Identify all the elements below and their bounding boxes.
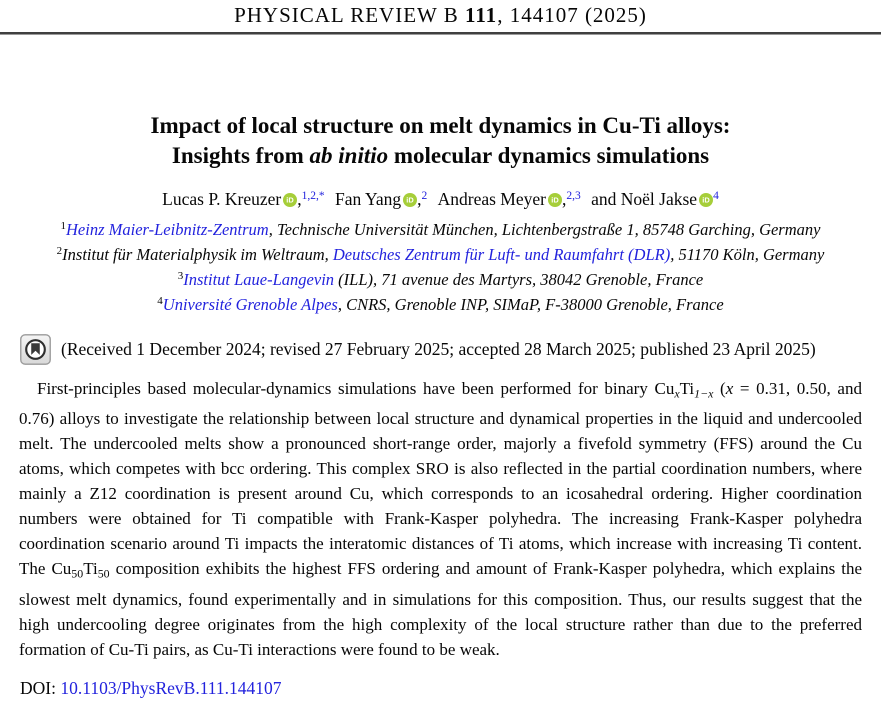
doi-label: DOI: bbox=[20, 677, 61, 698]
page-title bbox=[0, 111, 881, 171]
affiliation-text: Institut für Materialphysik im Weltraum, bbox=[62, 245, 333, 264]
affiliation-1 bbox=[0, 217, 881, 242]
affiliation-number: 4 bbox=[157, 295, 163, 307]
author-3 bbox=[438, 189, 581, 209]
affiliation-3 bbox=[0, 267, 881, 292]
orcid-icon[interactable] bbox=[283, 193, 297, 207]
author-prefix: and bbox=[591, 189, 621, 209]
author-1 bbox=[162, 189, 324, 209]
affiliation-list bbox=[0, 217, 881, 317]
author-list bbox=[0, 189, 881, 210]
affiliation-ref-link[interactable]: 2,3 bbox=[566, 190, 581, 202]
affiliation-2 bbox=[0, 242, 881, 267]
affiliation-link[interactable]: Heinz Maier-Leibnitz-Zentrum bbox=[66, 220, 269, 239]
affiliation-text: , CNRS, Grenoble INP, SIMaP, F-38000 Grenoble, France bbox=[337, 295, 724, 314]
journal-name: PHYSICAL REVIEW B bbox=[234, 3, 465, 27]
title-line-2: Insights from ab initio molecular dynamics simulations bbox=[171, 143, 710, 168]
affiliation-ref-link[interactable]: 2 bbox=[421, 190, 428, 202]
journal-issue-info: , 144107 (2025) bbox=[497, 3, 647, 27]
author-separator: , bbox=[561, 189, 567, 209]
orcid-icon[interactable] bbox=[548, 193, 562, 207]
author-2 bbox=[335, 189, 427, 209]
received-dates-text: (Received 1 December 2024; revised 27 February 2025; accepted 28 March 2025; published 23 April 2025) bbox=[61, 339, 816, 359]
affiliation-number: 1 bbox=[60, 220, 67, 232]
svg-text:iD: iD bbox=[286, 195, 294, 205]
svg-text:iD: iD bbox=[551, 195, 559, 205]
author-separator: , bbox=[297, 189, 302, 209]
check-for-updates-icon[interactable] bbox=[20, 334, 51, 365]
dates-row bbox=[0, 334, 881, 365]
affiliation-link[interactable]: Deutsches Zentrum für Luft- und Raumfahrt (DLR) bbox=[332, 245, 671, 264]
affiliation-text: , 51170 Köln, Germany bbox=[670, 245, 825, 264]
affiliation-number: 3 bbox=[177, 270, 184, 282]
author-name: Noël Jakse bbox=[620, 189, 698, 209]
affiliation-number: 2 bbox=[56, 245, 63, 257]
author-4 bbox=[591, 189, 719, 209]
abstract-paragraph: First-principles based molecular-dynamics simulations have been performed for binary CuxTi1−x (x = 0.31, 0.50, and 0.76) alloys to investigate the relationship between local structure and dynamical properties in the liquid and undercooled melt. The undercooled melts show a pronounced short-range order, majorly a fivefold symmetry (FFS) around the Cu atoms, which competes with bcc ordering. This complex SRO is also reflected in the partial coordination numbers, where mainly a Z12 coordination is present around Cu, which corresponds to an icosahedral ordering. Higher coordination numbers were obtained for Ti compatible with Frank-Kasper polyhedra. The increasing Frank-Kasper polyhedra coordination scenario around Ti impacts the interatomic distances of Ti atoms, which increase with increasing Ti content. The Cu50Ti50 composition exhibits the highest FFS ordering and amount of Frank-Kasper polyhedra, which explains the slowest melt dynamics, found experimentally and in simulations for this composition. Thus, our results suggest that the high undercooling degree originates from the high complexity of the local structure rather than due to the preferred formation of Cu-Ti pairs, as Cu-Ti interactions were found to be weak. bbox=[19, 379, 862, 659]
journal-volume: 111 bbox=[465, 3, 498, 27]
author-name: Fan Yang bbox=[334, 189, 402, 209]
affiliation-text: (ILL), 71 avenue des Martyrs, 38042 Grenoble, France bbox=[334, 270, 704, 289]
affiliation-link[interactable]: Université Grenoble Alpes bbox=[162, 295, 338, 314]
affiliation-ref-link[interactable]: 4 bbox=[713, 190, 719, 202]
orcid-icon[interactable] bbox=[403, 193, 417, 207]
author-name: Andreas Meyer bbox=[437, 189, 546, 209]
affiliation-link[interactable]: Institut Laue-Langevin bbox=[183, 270, 335, 289]
header-divider bbox=[0, 32, 881, 35]
author-name: Lucas P. Kreuzer bbox=[162, 189, 282, 209]
doi-line bbox=[0, 678, 881, 699]
svg-text:iD: iD bbox=[702, 195, 710, 205]
orcid-icon[interactable] bbox=[699, 193, 713, 207]
doi-link[interactable]: 10.1103/PhysRevB.111.144107 bbox=[60, 677, 282, 698]
affiliation-ref-link[interactable]: 1,2,* bbox=[301, 190, 325, 202]
journal-header bbox=[0, 0, 881, 28]
title-line-1: Impact of local structure on melt dynamics in Cu-Ti alloys: bbox=[150, 113, 731, 138]
svg-text:iD: iD bbox=[406, 195, 414, 205]
affiliation-text: , Technische Universität München, Lichtenbergstraße 1, 85748 Garching, Germany bbox=[268, 220, 821, 239]
author-separator: , bbox=[417, 189, 422, 209]
affiliation-4 bbox=[0, 292, 881, 317]
